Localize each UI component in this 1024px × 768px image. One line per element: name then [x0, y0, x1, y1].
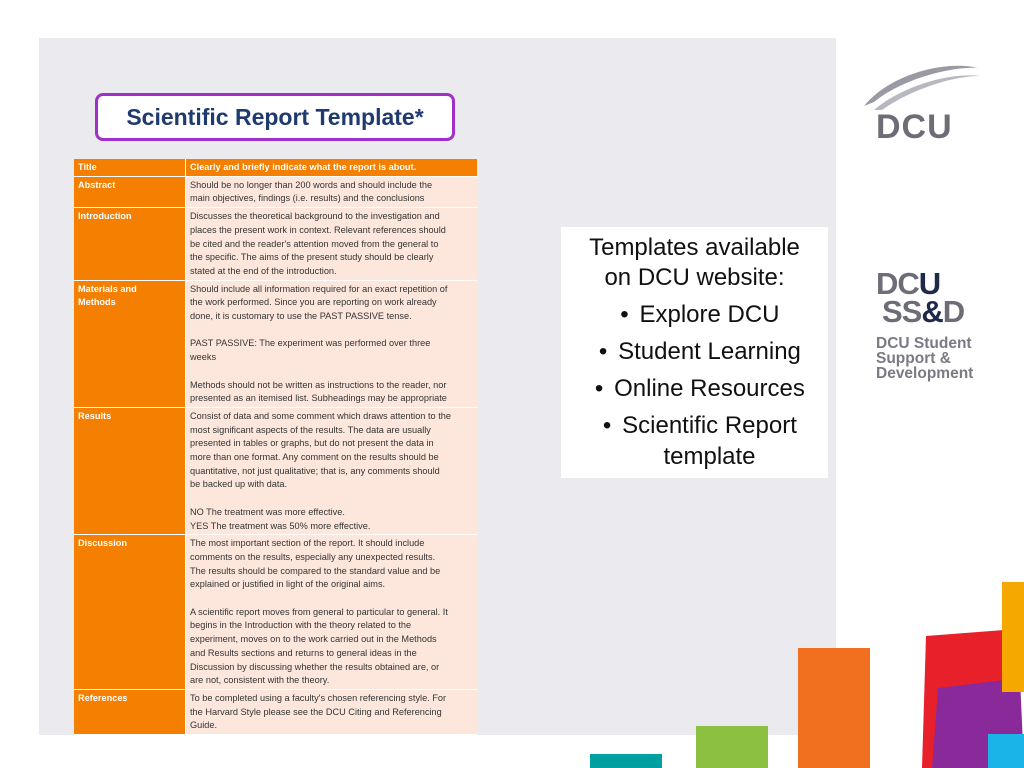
- ssd-logo-tagline: DCU Student Support & Development: [876, 335, 974, 382]
- deco-block-yellow: [1002, 582, 1024, 692]
- slide-title: Scientific Report Template*: [126, 103, 424, 130]
- deco-block-green: [696, 726, 768, 768]
- section-paragraph: A scientific report moves from general to particular to general. It begins in the Introduction with the theory related to the experiment, moves on to the work carried out in the Methods and Results sections and returns to general ideas in the Discussion by discussing whether the results obtained are, or are not, consistent with the theory.: [190, 606, 448, 686]
- section-label: [74, 407, 186, 534]
- report-template-table: [74, 159, 477, 735]
- info-heading: [561, 233, 828, 293]
- paragraph-gap: [190, 492, 474, 506]
- deco-block-teal: [590, 754, 662, 768]
- table-row: [74, 159, 477, 176]
- section-paragraph: Clearly and briefly indicate what the report is about.: [190, 162, 417, 172]
- paragraph-gap: [190, 365, 474, 379]
- list-item: [561, 299, 828, 330]
- ssd-logo-amp: &: [921, 294, 943, 329]
- section-paragraph: Should be no longer than 200 words and should include the main objectives, findings (i.e. results) and the conclusions: [190, 179, 433, 204]
- ssd-logo-u: U: [918, 266, 941, 301]
- paragraph-gap: [190, 592, 474, 606]
- section-description: [186, 159, 478, 176]
- section-paragraph: Consist of data and some comment which draws attention to the most significant aspects of the results. The data are usually presented in tables or graphs, but do not present the data in more than one format. Any comment on the results should be quantitative, not just qualitative; that is, any comments should be backed up with data.: [190, 410, 451, 490]
- section-description: [186, 208, 478, 281]
- list-item: [561, 336, 828, 367]
- section-label-text: Introduction: [78, 211, 132, 222]
- section-label-text: Results: [78, 410, 112, 421]
- table-row: [74, 535, 477, 690]
- section-label-text: Abstract: [78, 179, 116, 190]
- section-label: [74, 159, 186, 176]
- section-description: [186, 176, 478, 207]
- decorative-color-blocks: [560, 560, 1024, 768]
- list-item: [561, 373, 828, 404]
- section-label: [74, 535, 186, 690]
- paragraph-gap: [190, 324, 474, 338]
- list-item-text: Student Learning: [618, 338, 801, 365]
- table-row: [74, 689, 477, 734]
- section-label-text: Discussion: [78, 538, 128, 549]
- section-paragraph: To be completed using a faculty's chosen referencing style. For the Harvard Style please see the DCU Citing and Referencing Guide.: [190, 692, 447, 731]
- ssd-logo-ss: SS: [882, 294, 922, 329]
- table-row: [74, 208, 477, 281]
- section-label: [74, 208, 186, 281]
- list-item-text: Online Resources: [614, 375, 805, 402]
- section-paragraph: Should include all information required for an exact repetition of the work performed. Since you are reporting on work already done, it is customary to use the PAST PASSIVE tense.: [190, 283, 448, 322]
- deco-block-cyan: [988, 734, 1024, 768]
- table-row: [74, 280, 477, 407]
- section-description: [186, 689, 478, 734]
- info-heading-line-2: on DCU website:: [604, 264, 785, 291]
- section-description: [186, 407, 478, 534]
- section-description: [186, 535, 478, 690]
- section-description: [186, 280, 478, 407]
- table-row: [74, 176, 477, 207]
- section-label: [74, 280, 186, 407]
- section-paragraph: The most important section of the report. It should include comments on the results, especially any unexpected results. The results should be compared to the standard value and be explained or justified in light of the original aims.: [190, 538, 441, 590]
- section-paragraph: NO The treatment was more effective. YES The treatment was 50% more effective.: [190, 506, 371, 531]
- templates-info-box: [561, 227, 828, 478]
- section-label: [74, 176, 186, 207]
- bullet-icon: •: [620, 301, 629, 328]
- dcu-ssd-logo: [876, 266, 986, 390]
- dcu-logo-text: DCU: [876, 108, 953, 144]
- section-paragraph: Discusses the theoretical background to the investigation and places the present work in context. Relevant references should be cited and the reader's attention moved from the general to the specific. The aims of the present study should be clearly stated at the end of the introduction.: [190, 211, 446, 276]
- list-item: [561, 410, 828, 472]
- section-paragraph: Methods should not be written as instructions to the reader, nor presented as an itemised list. Subheadings may be appropriate: [190, 379, 447, 404]
- list-item-text: Explore DCU: [639, 301, 780, 328]
- section-label-text: Materials and Methods: [78, 283, 137, 308]
- info-bullet-list: [561, 299, 828, 472]
- section-paragraph: PAST PASSIVE: The experiment was performed over three weeks: [190, 338, 431, 363]
- bullet-icon: •: [598, 338, 608, 365]
- slide-title-box: [95, 93, 455, 141]
- bullet-icon: •: [602, 412, 612, 439]
- section-label: [74, 689, 186, 734]
- section-label-text: References: [78, 692, 128, 703]
- section-label-text: Title: [78, 162, 97, 172]
- ssd-logo-d: D: [942, 294, 965, 329]
- list-item-text: Scientific Report template: [622, 412, 797, 470]
- deco-block-orange: [798, 648, 870, 768]
- bullet-icon: •: [594, 375, 604, 402]
- table-row: [74, 407, 477, 534]
- dcu-logo: [860, 60, 984, 144]
- info-heading-line-1: Templates available: [589, 234, 800, 261]
- ssd-logo-dc: DC: [876, 266, 919, 301]
